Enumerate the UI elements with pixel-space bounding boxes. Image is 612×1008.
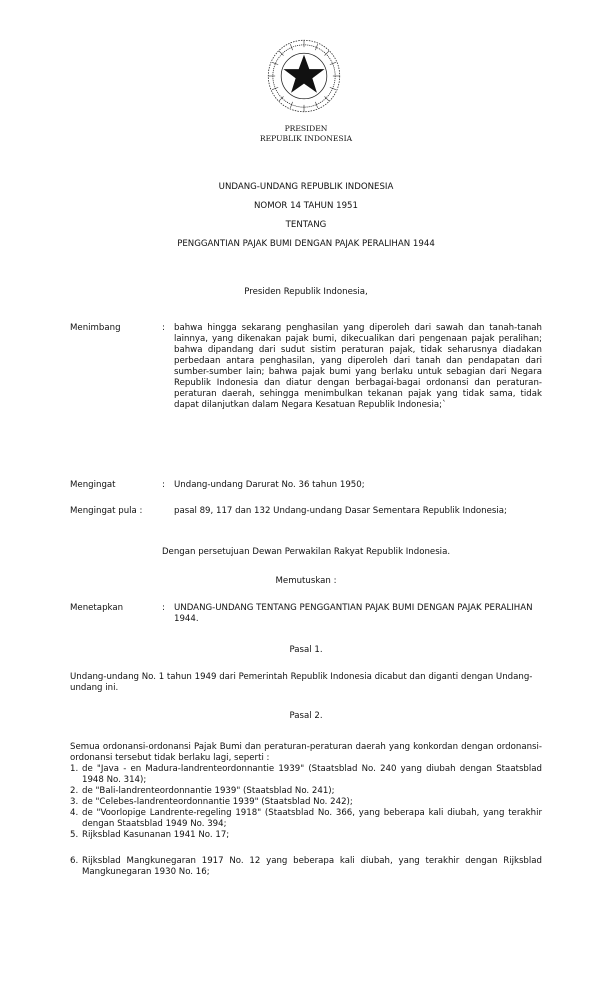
menetapkan-colon: : [162,603,165,613]
menimbang-section [70,323,542,463]
memutuskan-line: Memutuskan : [275,576,337,586]
menetapkan-section [70,603,542,627]
pasal2-list-a [70,764,542,841]
mengingat-pula-text: pasal 89, 117 dan 132 Undang-undang Dasar Sementara Republik Indonesia; [174,506,507,516]
list-item: 2. de "Bali-landrenteordonnantie 1939" (Staatsblad No. 241); [70,786,335,796]
garuda-star-seal-icon [266,38,342,114]
title-line-1: UNDANG-UNDANG REPUBLIK INDONESIA [218,182,394,192]
document-title [70,178,542,254]
menimbang-text: bahwa hingga sekarang penghasilan yang diperoleh dari sawah dan tanah-tanah lainnya, yang dikenakan pajak bumi, dikecualikan dari pengenaan pajak peralihan; bahwa dipandang dari sudut sistim peraturan pajak, tidak seharusnya diadakan perbedaan antara penghasilan, yang diperoleh dari tanah dan pendapatan dari sumber-sumber lain; bahwa pajak bumi yang berlaku untuk sebagian dari Negara Republik Indonesia dan diatur dengan berbagai-bagai ordonansi dan peraturan-peraturan daerah, sehingga menimbulkan tekanan pajak yang tidak sama, tidak dapat dilanjutkan dalam Negara Kesatuan Republik Indonesia;` [174,323,542,410]
pasal1-heading: Pasal 1. [289,645,323,655]
title-line-4: PENGGANTIAN PAJAK BUMI DENGAN PAJAK PERALIHAN 1944 [177,239,435,249]
list-item: 4. de "Voorlopige Landrente-regeling 1918" (Staatsblad No. 366, yang beberapa kali diubah, yang terakhir dengan Staatsblad 1949 No. 394; [70,808,542,829]
menimbang-colon: : [162,323,165,333]
seal-caption-line1: PRESIDEN [284,124,328,133]
mengingat-text: Undang-undang Darurat No. 36 tahun 1950; [174,480,365,490]
pasal2-heading: Pasal 2. [289,711,323,721]
title-line-2: NOMOR 14 TAHUN 1951 [254,201,358,211]
mengingat-section [70,480,542,492]
pasal2-intro: Semua ordonansi-ordonansi Pajak Bumi dan peraturan-peraturan daerah yang konkordan dengan ordonansi-ordonansi tersebut tidak berlaku lagi, seperti : [70,742,542,763]
pasal1-text: Undang-undang No. 1 tahun 1949 dari Pemerintah Republik Indonesia dicabut dan diganti dengan Undang-undang ini. [70,672,533,693]
mengingat-pula-section [70,506,542,530]
menimbang-label: Menimbang [70,323,121,333]
list-item: 3. de "Celebes-landrenteordonnantie 1939" (Staatsblad No. 242); [70,797,353,807]
opening-line: Presiden Republik Indonesia, [244,287,368,297]
mengingat-colon: : [162,480,165,490]
list-item: 5. Rijksblad Kasunanan 1941 No. 17; [70,830,230,840]
mengingat-pula-label: Mengingat pula : [70,506,143,516]
persetujuan-line: Dengan persetujuan Dewan Perwakilan Rakyat Republik Indonesia. [161,547,451,557]
menetapkan-text: UNDANG-UNDANG TENTANG PENGGANTIAN PAJAK BUMI DENGAN PAJAK PERALIHAN 1944. [174,603,533,624]
mengingat-label: Mengingat [70,480,116,490]
title-line-3: TENTANG [285,220,327,230]
list-item: 6. Rijksblad Mangkunegaran 1917 No. 12 yang beberapa kali diubah, yang terakhir dengan Rijksblad Mangkunegaran 1930 No. 16; [70,856,542,877]
pasal2-list-b [70,856,542,878]
list-item: 1. de "Java - en Madura-landrenteordonnantie 1939" (Staatsblad No. 240 yang diubah dengan Staatsblad 1948 No. 314); [70,764,542,785]
seal-caption-line2: REPUBLIK INDONESIA [259,134,353,143]
menetapkan-label: Menetapkan [70,603,124,613]
